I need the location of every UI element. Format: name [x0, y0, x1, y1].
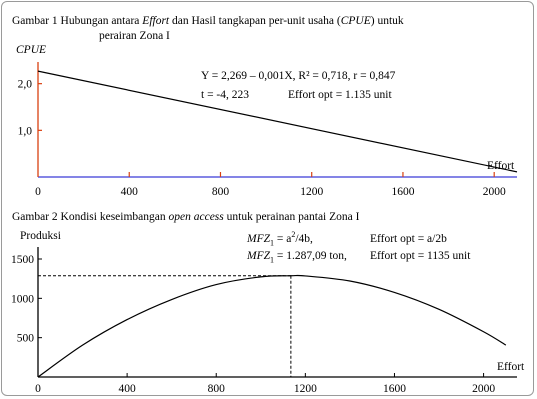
chart1-ylabel: CPUE — [16, 44, 47, 56]
figure2-mfz1-sub: 1 — [270, 238, 274, 248]
figure2-mfz1-sup: 2 — [291, 230, 296, 240]
figure2-mfz1-a: = a — [274, 233, 292, 245]
chart2-series-curve — [38, 275, 506, 377]
figure1-effort-opt: Effort opt = 1.135 unit — [288, 89, 392, 101]
figure2-mfz2-sub: 1 — [270, 255, 274, 265]
figure1-equation: Y = 2,269 – 0,001X, R² = 0,718, r = 0,847 — [201, 70, 396, 82]
figure2-mfz2-label: MFZ — [247, 250, 270, 262]
figure2-caption-open-access: open access — [168, 211, 224, 223]
chart1-x-tick-label: 800 — [211, 186, 230, 198]
chart2-ylabel: Produksi — [20, 230, 61, 242]
figure1-caption-cpue: CPUE — [340, 15, 371, 27]
figure2-mfz1-b: /4b, — [295, 233, 313, 245]
figure2-caption-prefix: Gambar 2 Kondisi keseimbangan — [12, 211, 169, 223]
chart1-x-tick-label: 1600 — [391, 186, 415, 198]
chart2-y-tick-label: 1500 — [11, 254, 34, 266]
figure1-caption-prefix: Gambar 1 Hubungan antara — [12, 15, 143, 27]
figure1-caption-line2: perairan Zona I — [99, 30, 170, 42]
chart1-x-tick-label: 1200 — [300, 186, 324, 198]
chart1-y-tick-label: 2,0 — [17, 78, 32, 91]
figure2-mfz2-value: = 1.287,09 ton, — [274, 250, 347, 262]
figure1-tstat: t = -4, 223 — [201, 89, 250, 101]
chart2-y-tick-label: 1000 — [11, 293, 34, 306]
chart2-xlabel: Effort — [497, 361, 525, 373]
chart1-x-tick-label: 2000 — [482, 186, 506, 198]
figure2-mfz1-opt: Effort opt = a/2b — [370, 233, 447, 245]
chart2-x-tick-label: 400 — [118, 383, 136, 395]
figure2-mfz1-label: MFZ — [247, 233, 270, 245]
chart2-x-tick-label: 1200 — [293, 383, 317, 395]
figure1-caption-effort: Effort — [142, 15, 170, 27]
figure1-caption-suffix: ) untuk — [370, 15, 404, 27]
chart1-series-line — [38, 71, 517, 172]
chart1-xlabel: Effort — [487, 160, 515, 172]
chart2-x-tick-label: 0 — [35, 383, 41, 395]
figure1-caption-mid: dan Hasil tangkapan per-unit usaha ( — [169, 15, 341, 27]
figure2-mfz2-opt: Effort opt = 1135 unit — [370, 250, 471, 262]
chart2-x-tick-label: 800 — [207, 383, 225, 395]
chart1-x-tick-label: 400 — [120, 186, 138, 198]
chart2-x-tick-label: 1600 — [382, 383, 406, 395]
chart2-y-tick-label: 500 — [16, 332, 34, 345]
chart1-y-tick-label: 1,0 — [17, 125, 32, 138]
figure2-caption-suffix: untuk perainan pantai Zona I — [223, 211, 360, 223]
chart1-x-tick-label: 0 — [35, 186, 41, 198]
chart2-x-tick-label: 2000 — [472, 383, 496, 395]
